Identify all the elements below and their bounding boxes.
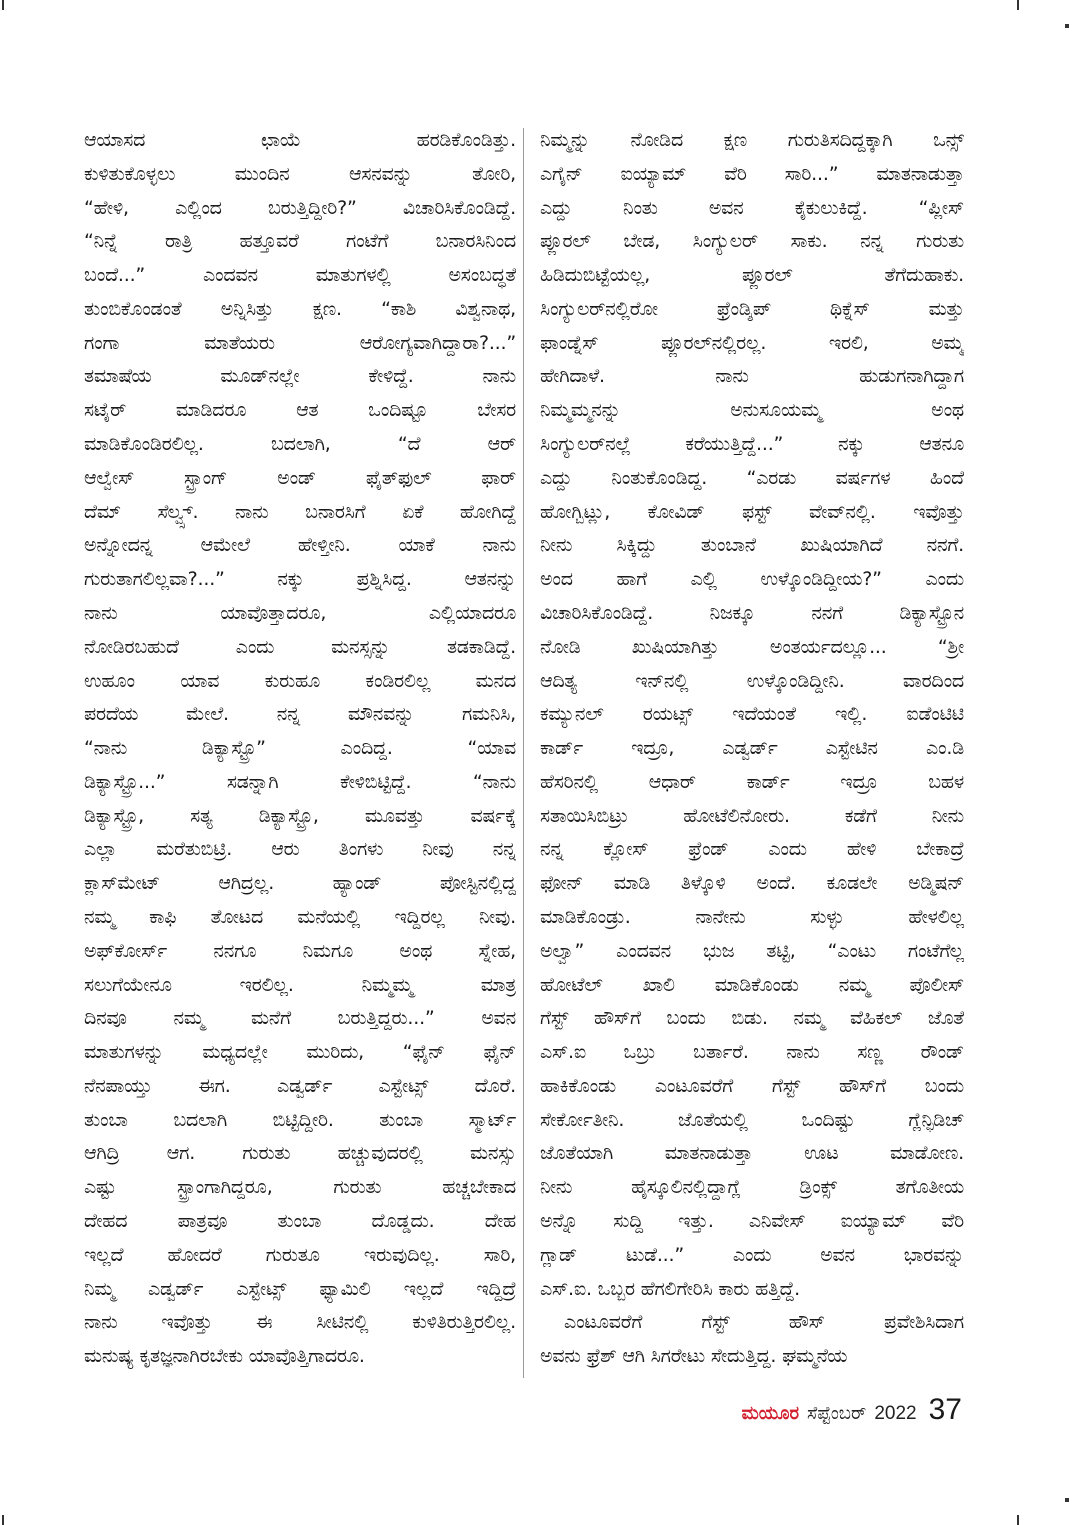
text-line: ಇಲ್ಲದೆ ಹೋದರೆ ಗುರುತೂ ಇರುವುದಿಲ್ಲ. ಸಾರಿ, — [84, 1243, 516, 1266]
text-line: ಅವನು ಫ್ರೆಶ್ ಆಗಿ ಸಿಗರೇಟು ಸೇದುತ್ತಿದ್ದ. ಘಮ್ಮನೆಯ — [540, 1345, 848, 1368]
text-line: ನಾನು ಯಾವೊತ್ತಾದರೂ, ಎಲ್ಲಿಯಾದರೂ — [84, 601, 516, 624]
crop-mark-right-lower — [1065, 1498, 1069, 1502]
text-line: ಅಫ್‌ಕೋರ್ಸ್ ನನಗೂ ನಿಮಗೂ ಅಂಥ ಸ್ನೇಹ, — [84, 939, 516, 962]
text-line: ಎದ್ದು ನಿಂತು ಅವನ ಕೈಕುಲುಕಿದ್ದೆ. “ಪ್ಲೀಸ್ — [540, 196, 964, 219]
text-line: ಸಲುಗೆಯೇನೂ ಇರಲಿಲ್ಲ. ನಿಮ್ಮಮ್ಮ ಮಾತ್ರ — [84, 973, 516, 996]
text-line: ನೀನು ಸಿಕ್ಕಿದ್ದು ತುಂಬಾನೆ ಖುಷಿಯಾಗಿದೆ ನನಗೆ. — [540, 534, 964, 557]
text-line: “ನಾನು ಡಿಕ್ಯಾಸ್ಟ್ರೊ” ಎಂದಿದ್ದ. “ಯಾವ — [84, 737, 516, 760]
text-line: ಹೇಗಿದಾಳೆ. ನಾನು ಹುಡುಗನಾಗಿದ್ದಾಗ — [540, 365, 964, 388]
text-line: ಸಿಂಗ್ಯುಲರ್‌ನಲ್ಲೆ ಕರೆಯುತ್ತಿದ್ದೆ...” ನಕ್ಕು ಆತನೂ — [540, 433, 964, 456]
text-line: ಆಗಿದ್ರಿ ಆಗ. ಗುರುತು ಹಚ್ಚುವುದರಲ್ಲಿ ಮನಸ್ಸು — [84, 1142, 516, 1165]
text-line: ಸಿಂಗ್ಯುಲರ್‌ನಲ್ಲಿರೋ ಫ್ರೆಂಡ್ಶಿಪ್ ಥಿಕ್ನೆಸ್ ಮತ್ತು — [540, 297, 964, 320]
text-line: ಫಾಂಡ್ನೆಸ್ ಪ್ಲೂರಲ್‌ನಲ್ಲಿರಲ್ಲ. ಇರಲಿ, ಅಮ್ಮ — [540, 331, 964, 354]
text-line: ನಿಮ್ಮಮ್ಮನನ್ನು ಅನುಸೂಯಮ್ಮ ಅಂಥ — [540, 399, 964, 422]
text-line: ಹಾಕಿಕೊಂಡು ಎಂಟೂವರೆಗೆ ಗೆಸ್ಟ್ ಹೌಸ್‌ಗೆ ಬಂದು — [540, 1074, 964, 1097]
text-line: ಎಗೈನ್ ಐಯ್ಯಾಮ್ ವೆರಿ ಸಾರಿ...” ಮಾತನಾಡುತ್ತಾ — [540, 162, 964, 185]
text-line: ನಮ್ಮ ಕಾಫಿ ತೋಟದ ಮನೆಯಲ್ಲಿ ಇದ್ದಿರಲ್ಲ ನೀವು. — [84, 905, 516, 928]
text-line: ಅನ್ನೊ ಸುದ್ದಿ ಇತ್ತು. ಎನಿವೇಸ್ ಐಯ್ಯಾಮ್ ವೆರಿ — [540, 1210, 964, 1232]
text-line: ಮಾಡಿಕೊಂಡಿರಲಿಲ್ಲ. ಬದಲಾಗಿ, “ದೆ ಆರ್ — [84, 433, 516, 456]
text-line: ಅಲ್ವಾ” ಎಂದವನ ಭುಜ ತಟ್ಟಿ, “ಎಂಟು ಗಂಟೆಗೆಲ್ಲ — [540, 939, 964, 962]
text-line: ನಾನು ಇವೊತ್ತು ಈ ಸೀಟಿನಲ್ಲಿ ಕುಳಿತಿರುತ್ತಿರಲಿಲ್ಲ. — [84, 1311, 516, 1334]
text-line: ತುಂಬಾ ಬದಲಾಗಿ ಬಿಟ್ಟಿದ್ದೀರಿ. ತುಂಬಾ ಸ್ಮಾರ್ಟ್ — [84, 1108, 516, 1131]
crop-mark-top-right — [1017, 0, 1019, 10]
text-line: ಜೊತೆಯಾಗಿ ಮಾತನಾಡುತ್ತಾ ಊಟ ಮಾಡೋಣ. — [540, 1142, 964, 1165]
text-line: ನೆನಪಾಯ್ತು ಈಗ. ಎಡ್ವರ್ಡ್ ಎಸ್ಟೇಟ್ಸ್ ದೊರೆ. — [84, 1074, 516, 1097]
text-line: ಮಾಡಿಕೊಂಡ್ರು. ನಾನೇನು ಸುಳ್ಳು ಹೇಳಲಿಲ್ಲ — [540, 905, 964, 928]
text-line: ಆಲ್ವೇಸ್ ಸ್ಟ್ರಾಂಗ್ ಅಂಡ್ ಫೈತ್‌ಫುಲ್ ಫಾರ್ — [84, 466, 516, 489]
text-line: ಕಾರ್ಡ್ ಇದ್ರೂ, ಎಡ್ವರ್ಡ್ ಎಸ್ಟೇಟಿನ ಎಂ.ಡಿ — [540, 737, 964, 760]
text-line: ಪರದೆಯ ಮೇಲೆ. ನನ್ನ ಮೌನವನ್ನು ಗಮನಿಸಿ, — [84, 703, 516, 726]
page-footer — [742, 1393, 962, 1429]
text-line: ತುಂಬಿಕೊಂಡಂತೆ ಅನ್ನಿಸಿತ್ತು ಕ್ಷಣ. “ಕಾಶಿ ವಿಶ್ವನಾಥ, — [84, 297, 516, 320]
text-line: ಬಂದೆ...” ಎಂದವನ ಮಾತುಗಳಲ್ಲಿ ಅಸಂಬದ್ಧತೆ — [84, 264, 516, 287]
text-line: ಅನ್ನೋದನ್ನ ಆಮೇಲೆ ಹೇಳ್ತೀನಿ. ಯಾಕೆ ನಾನು — [84, 534, 516, 557]
text-column-right — [540, 124, 964, 1374]
text-line: ಹೋಟೆಲ್ ಖಾಲಿ ಮಾಡಿಕೊಂಡು ನಮ್ಮ ಪೊಲೀಸ್ — [540, 973, 964, 996]
text-line: ಎಸ್.ಐ ಒಬ್ರು ಬರ್ತಾರೆ. ನಾನು ಸಣ್ಣ ರೌಂಡ್ — [540, 1041, 964, 1064]
text-line: ನೋಡಿರಬಹುದೆ ಎಂದು ಮನಸ್ಸನ್ನು ತಡಕಾಡಿದ್ದೆ. — [84, 635, 516, 658]
text-line: ಗ್ಲಾಡ್ ಟುಡೆ...” ಎಂದು ಅವನ ಭಾರವನ್ನು — [540, 1243, 964, 1266]
text-line: ಎದ್ದು ನಿಂತುಕೊಂಡಿದ್ದ. “ಎರಡು ವರ್ಷಗಳ ಹಿಂದೆ — [540, 466, 964, 489]
text-line: ದಿನವೂ ನಮ್ಮ ಮನೆಗೆ ಬರುತ್ತಿದ್ದರು...” ಅವನ — [84, 1007, 516, 1030]
crop-mark-top-left — [2, 0, 4, 10]
text-line: ಎಸ್.ಐ. ಒಬ್ಬರ ಹೆಗಲಿಗೇರಿಸಿ ಕಾರು ಹತ್ತಿದ್ದೆ. — [540, 1277, 800, 1300]
text-line: ಮಾತುಗಳನ್ನು ಮಧ್ಯದಲ್ಲೇ ಮುರಿದು, “ಫೈನ್ ಫೈನ್ — [84, 1041, 516, 1064]
text-line: ಆದಿತ್ಯ ಇನ್‌ನಲ್ಲಿ ಉಳ್ಕೊಂಡಿದ್ದೀನಿ. ವಾರದಿಂದ — [540, 669, 964, 692]
text-line: ನೀನು ಹೈಸ್ಕೂಲಿನಲ್ಲಿದ್ದಾಗ್ಲೆ ಡ್ರಿಂಕ್ಸ್ ತಗೊತೀಯ — [540, 1176, 964, 1199]
text-line: ದೆಮ್ ಸೆಲ್ವ್ಸ್. ನಾನು ಬನಾರಸಿಗೆ ಏಕೆ ಹೋಗಿದ್ದೆ — [84, 500, 516, 523]
text-line: ನಿಮ್ಮ ಎಡ್ವರ್ಡ್ ಎಸ್ಟೇಟ್ಸ್ ಫ್ಯಾಮಿಲಿ ಇಲ್ಲದೆ ಇದ್ದಿದ್ರೆ — [84, 1277, 516, 1300]
text-line: ಕುಳಿತುಕೊಳ್ಳಲು ಮುಂದಿನ ಆಸನವನ್ನು ತೋರಿ, — [84, 162, 516, 185]
text-column-left — [84, 124, 516, 1374]
text-line: ಡಿಕ್ಯಾಸ್ಟ್ರೊ, ಸತ್ಯ ಡಿಕ್ಯಾಸ್ಟ್ರೊ, ಮೂವತ್ತು ವರ್ಷಕ್ಕೆ — [84, 804, 516, 827]
text-line: ಡಿಕ್ಯಾಸ್ಟ್ರೊ...” ಸಡನ್ನಾಗಿ ಕೇಳಿಬಿಟ್ಟಿದ್ದೆ. “ನಾನು — [84, 770, 516, 793]
text-line: “ನಿನ್ನೆ ರಾತ್ರಿ ಹತ್ತೂವರೆ ಗಂಟೆಗೆ ಬನಾರಸಿನಿಂದ — [84, 230, 516, 253]
crop-mark-right-upper — [1065, 24, 1069, 28]
text-line: ಹಿಡಿದುಬಿಟ್ಟೆಯಲ್ಲ, ಪ್ಲೂರಲ್ ತೆಗೆದುಹಾಕು. — [540, 264, 964, 287]
crop-mark-bottom-left — [2, 1515, 4, 1525]
text-line: ಎಂಟೂವರೆಗೆ ಗೆಸ್ಟ್ ಹೌಸ್ ಪ್ರವೇಶಿಸಿದಾಗ — [564, 1311, 964, 1334]
text-line: ನನ್ನ ಕ್ಲೋಸ್ ಫ್ರೆಂಡ್ ಎಂದು ಹೇಳಿ ಬೇಕಾದ್ರೆ — [540, 838, 964, 861]
text-line: ಕಮ್ಯುನಲ್ ರಯಟ್ಸ್ ಇದೆಯಂತೆ ಇಲ್ಲಿ. ಐಡೆಂಟಿಟಿ — [540, 703, 964, 726]
text-line: “ಹೇಳಿ, ಎಲ್ಲಿಂದ ಬರುತ್ತಿದ್ದೀರಿ?” ವಿಚಾರಿಸಿಕೊಂಡಿದ್ದೆ. — [84, 196, 516, 219]
text-line: ಗೆಸ್ಟ್ ಹೌಸ್‌ಗೆ ಬಂದು ಬಿಡು. ನಮ್ಮ ವೆಹಿಕಲ್ ಜೊತೆ — [540, 1007, 964, 1030]
text-line: ಗುರುತಾಗಲಿಲ್ಲವಾ?...” ನಕ್ಕು ಪ್ರಶ್ನಿಸಿದ್ದ. ಆತನನ್ನು — [84, 568, 516, 591]
text-line: ಹೆಸರಿನಲ್ಲಿ ಆಧಾರ್ ಕಾರ್ಡ್ ಇದ್ರೂ ಬಹಳ — [540, 770, 964, 793]
text-line: ದೇಹದ ಪಾತ್ರವೂ ತುಂಬಾ ದೊಡ್ಡದು. ದೇಹ — [84, 1210, 516, 1232]
crop-mark-bottom-right — [1017, 1515, 1019, 1525]
issue-month: ಸೆಪ್ಟೆಂಬರ್ — [806, 1403, 867, 1424]
text-line: ವಿಚಾರಿಸಿಕೊಂಡಿದ್ದೆ. ನಿಜಕ್ಕೂ ನನಗೆ ಡಿಕ್ಯಾಸ್ಟ್ರೊನ — [540, 601, 964, 624]
text-line: ನೋಡಿ ಖುಷಿಯಾಗಿತ್ತು ಅಂತರ್ಯದಲ್ಲೂ... “ಶ್ರೀ — [540, 635, 964, 658]
text-line: ಎಲ್ಲಾ ಮರೆತುಬಿಟ್ರಿ. ಆರು ತಿಂಗಳು ನೀವು ನನ್ನ — [84, 838, 516, 861]
magazine-name: ಮಯೂರ — [741, 1403, 799, 1424]
page-number: 37 — [928, 1393, 962, 1426]
text-line: ಸೇರ್ಕೋತೀನಿ. ಜೊತೆಯಲ್ಲಿ ಒಂದಿಷ್ಟು ಗ್ಲೆನ್ಫಿಡಿಚ್ — [540, 1108, 964, 1131]
text-line: ನಿಮ್ಮನ್ನು ನೋಡಿದ ಕ್ಷಣ ಗುರುತಿಸದಿದ್ದಕ್ಕಾಗಿ ಒನ್ಸ್ — [540, 129, 964, 151]
text-line: ಕ್ಲಾಸ್‌ಮೇಟ್ ಆಗಿದ್ರಲ್ಲ. ಹ್ಯಾಂಡ್ ಪೋಸ್ಟಿನಲ್ಲಿದ್ದ — [84, 872, 516, 895]
text-line: ಸಟೈರ್ ಮಾಡಿದರೂ ಆತ ಒಂದಿಷ್ಟೂ ಬೇಸರ — [84, 399, 516, 422]
text-line: ಹೋಗ್ಬಿಟ್ಲು, ಕೋವಿಡ್ ಫಸ್ಟ್ ವೇವ್‌ನಲ್ಲಿ. ಇವೊತ್ತು — [540, 500, 964, 523]
text-line: ಗಂಗಾ ಮಾತೆಯರು ಆರೋಗ್ಯವಾಗಿದ್ದಾರಾ?...” — [84, 331, 516, 354]
text-line: ಸತಾಯಿಸಿಬಿಟ್ರು ಹೋಟೆಲಿನೋರು. ಕಡೆಗೆ ನೀನು — [540, 804, 964, 827]
text-line: ಫೋನ್ ಮಾಡಿ ತಿಳ್ಕೊಳಿ ಅಂದೆ. ಕೂಡಲೇ ಅಡ್ಮಿಷನ್ — [540, 872, 964, 895]
text-line: ಉಹೂಂ ಯಾವ ಕುರುಹೂ ಕಂಡಿರಲಿಲ್ಲ ಮನದ — [84, 669, 516, 692]
text-line: ಮನುಷ್ಯ ಕೃತಜ್ಞನಾಗಿರಬೇಕು ಯಾವೊತ್ತಿಗಾದರೂ. — [84, 1345, 365, 1368]
text-line: ಪ್ಲೂರಲ್ ಬೇಡ, ಸಿಂಗ್ಯುಲರ್ ಸಾಕು. ನನ್ನ ಗುರುತು — [540, 230, 964, 253]
column-divider — [523, 128, 524, 1378]
text-line: ಅಂದ ಹಾಗೆ ಎಲ್ಲಿ ಉಳ್ಕೊಂಡಿದ್ದೀಯ?” ಎಂದು — [540, 568, 964, 591]
text-line: ತಮಾಷೆಯ ಮೂಡ್‌ನಲ್ಲೇ ಕೇಳಿದ್ದೆ. ನಾನು — [84, 365, 516, 388]
issue-year: 2022 — [874, 1403, 917, 1424]
text-line: ಆಯಾಸದ ಛಾಯೆ ಹರಡಿಕೊಂಡಿತ್ತು. — [84, 129, 516, 151]
text-line: ಎಷ್ಟು ಸ್ಟ್ರಾಂಗಾಗಿದ್ದರೂ, ಗುರುತು ಹಚ್ಚಬೇಕಾದ — [84, 1176, 516, 1199]
